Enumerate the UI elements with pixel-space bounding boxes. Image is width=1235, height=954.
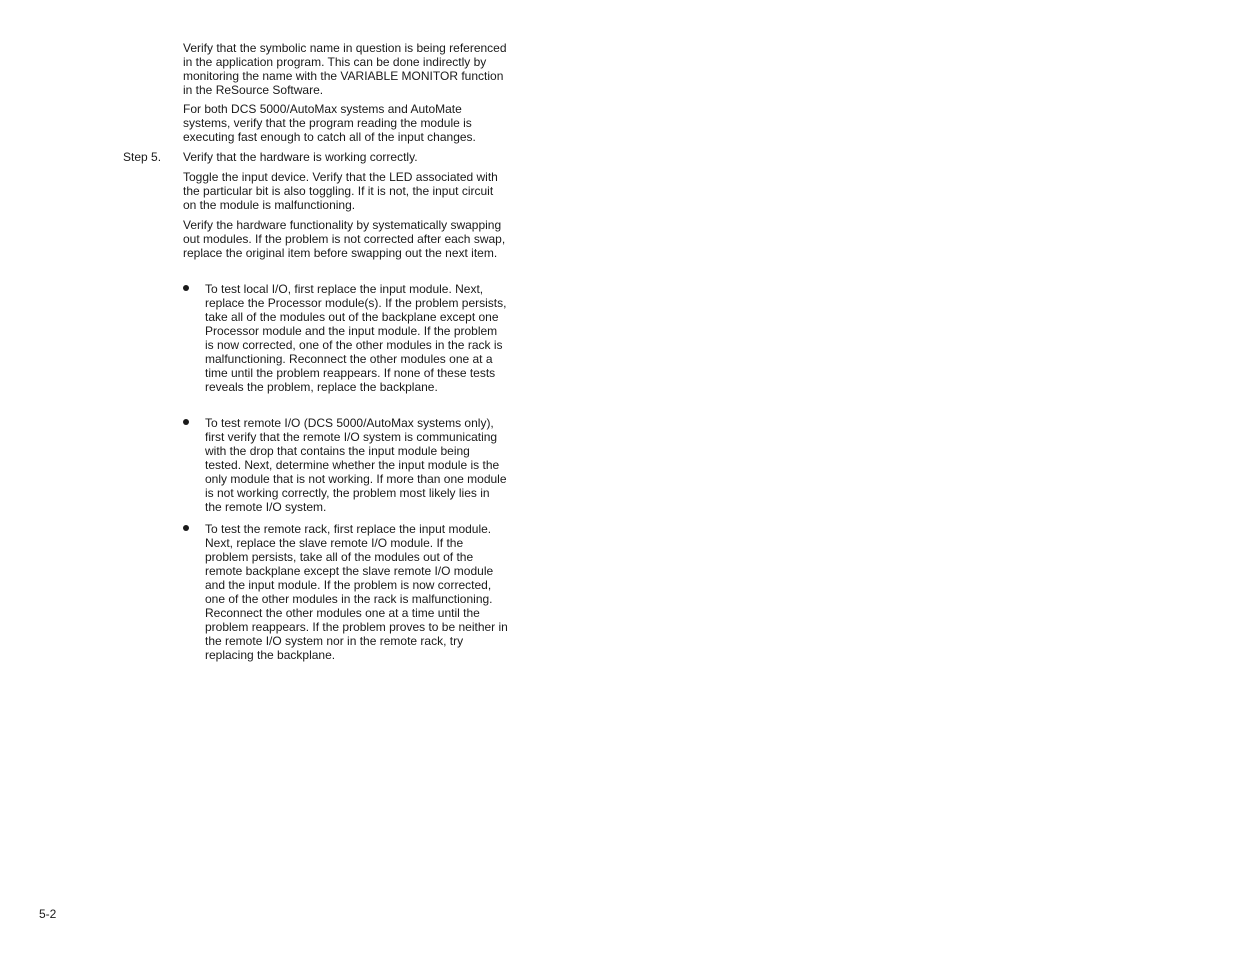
step-5-label: Step 5. [123,150,162,164]
bullet-icon [183,419,189,425]
bullet-remote-rack: To test the remote rack, first replace the input module. Next, replace the slave remote I/O module. If the problem persists, take all of the modules out of the remote backplane except the slave remote I/O module and the input module. If the problem is now corrected, one of the other modules in the rack is malfunctioning. Reconnect the other modules one at a time until the problem reappears. If the problem proves to be neither in the remote I/O system nor in the remote rack, try replacing the backplane. [205,522,508,662]
paragraph-symbolic-name: Verify that the symbolic name in question is being referenced in the application program. This can be done indirectly by monitoring the name with the VARIABLE MONITOR function in the ReSource Software. [183,41,507,97]
bullet-remote-io: To test remote I/O (DCS 5000/AutoMax systems only), first verify that the remote I/O system is communicating with the drop that contains the input module being tested. Next, determine whether the input module is the only module that is not working. If more than one module is not working correctly, the problem most likely lies in the remote I/O system. [205,416,507,514]
bullet-icon [183,285,189,291]
step-5-text: Verify that the hardware is working correctly. [183,150,418,164]
paragraph-toggle-input: Toggle the input device. Verify that the LED associated with the particular bit is also toggling. If it is not, the input circuit on the module is malfunctioning. [183,170,498,212]
bullet-local-io: To test local I/O, first replace the input module. Next, replace the Processor module(s). If the problem persists, take all of the modules out of the backplane except one Processor module and the input module. If the problem is now corrected, one of the other modules in the rack is malfunctioning. Reconnect the other modules one at a time until the problem reappears. If none of these tests reveals the problem, replace the backplane. [205,282,507,394]
page-number: 5-2 [39,907,57,921]
paragraph-program-speed: For both DCS 5000/AutoMax systems and AutoMate systems, verify that the program reading the module is executing fast enough to catch all of the input changes. [183,102,476,144]
paragraph-swap-modules: Verify the hardware functionality by systematically swapping out modules. If the problem is not corrected after each swap, replace the original item before swapping out the next item. [183,218,506,260]
bullet-icon [183,525,189,531]
